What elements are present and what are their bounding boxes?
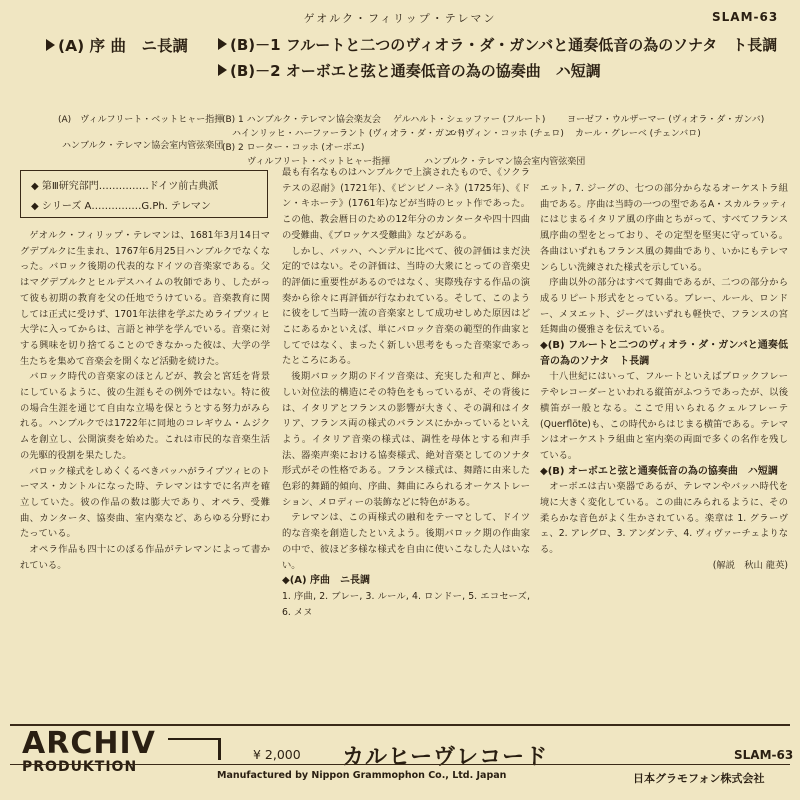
manufacturer-line: Manufactured by Nippon Grammophon Co., Ltd. Japan — [217, 770, 507, 781]
credit-b1-ensemble: (B) 1 ハンブルク・テレマン協会楽友会 — [222, 115, 381, 125]
credit-a-orchestra: ハンブルク・テレマン協会室内管弦楽団 — [62, 141, 224, 151]
credit-b1-gamba2: ハインリッヒ・ハーファーラント (ヴィオラ・ダ・ガンバ) — [232, 129, 465, 139]
paragraph: 十八世紀にはいって、フルートといえばブロックフレーテやレコーダーといわれる縦笛がふつうであったが、以後横笛が一般となる。ここで用いられるクェルフレーテ(Querflöte)も、この時代からはじまる横笛である。テレマンはオーケストラ組曲と室内楽の両面で多くの名作を残している。 — [540, 371, 788, 461]
archiv-logo-word: ARCHIV — [22, 726, 156, 761]
program-b1-title: (B)－1 フルートと二つのヴィオラ・ダ・ガンバと通奏低音の為のソナタ ト長調 — [218, 34, 777, 55]
paragraph: 後期バロック期のドイツ音楽は、充実した和声と、輝かしい対位法的構造にその特色をもっているが、その背後には、イタリアとフランスの影響が大きく、その調和はイタリア、フランス両の様式のバランスにかかっているといえよう。イタリア音楽の様式は、調性を母体とする和声手法、器楽声楽における協奏様式、絶対音楽としてのソナタ形式がその性格である。フランス様式は、舞踏に由来した色彩的舞踊的傾向、序曲、舞曲にみられるオーケストレーション、メロディーの装飾などに特色がある。 — [282, 371, 530, 508]
paragraph: 序曲以外の部分はすべて舞曲であるが、二つの部分から成るリピート形式をとっている。ブレー、ルール、ロンドー、メヌエット、ジーグはいずれも軽快で、フランスの宮廷舞曲の優雅さを伝えている。 — [540, 277, 788, 336]
credit-b1-cembalo: カール・グレーベ (チェンバロ) — [575, 129, 701, 139]
credit-b1-flute: ゲルハルト・シェッファー (フルート) — [393, 115, 546, 125]
paragraph: しかし、バッハ、ヘンデルに比べて、彼の評価はまだ決定的ではない。その評価は、当時の大衆にとっての音楽史的評価に重要性があるのではなく、実際残存する作品の演奏から徐々に再評価が行なわれている。そして、このように彼をして当時一流の音楽家として成功せしめた原因はどこにあるかといえば、単にバロック音楽の範型的作曲家としてではなく、まったく新しい思考をもった音楽家であったところにある。 — [282, 245, 530, 367]
credit-b2-conductor: ヴィルフリート・ベットヒャー指揮 — [247, 157, 391, 167]
company-name: 日本グラモフォン株式会社 — [633, 772, 765, 785]
column-left — [20, 228, 270, 716]
label-name: カルヒーヴレコード — [342, 745, 549, 770]
triangle-marker-icon — [46, 39, 55, 51]
triangle-marker-icon — [218, 64, 227, 76]
series-division: ◆ 第Ⅲ研究部門……………ドイツ前古典派 — [31, 181, 219, 192]
section-heading-a: ◆(A) 序曲 ニ長調 — [282, 575, 371, 587]
archiv-logo-subword: PRODUKTION — [22, 759, 138, 775]
paragraph: オーボエは古い楽器であるが、テレマンやバッハ時代を境に大きく変化している。この曲にみられるように、その柔らかな音色がよく生かされている。楽章は 1. グラーヴェ、2. アレグロ、3. アンダンテ、4. ヴィヴァーチェよりなる。 — [540, 481, 788, 556]
triangle-marker-icon — [218, 38, 227, 50]
composer-name: ゲオルク・フィリップ・テレマン — [303, 12, 497, 25]
section-heading-b2: ◆(B) オーボエと弦と通奏低音の為の協奏曲 ハ短調 — [540, 465, 778, 477]
footer-divider-bottom — [10, 764, 790, 765]
logo-bar — [218, 738, 221, 760]
catalog-number-top: SLAM-63 — [712, 10, 779, 24]
movement-list: 1. 序曲, 2. ブレー, 3. ルール, 4. ロンドー, 5. エコセーズ, 6. メヌ — [282, 590, 530, 618]
credit-b1-cello: エドヴィン・コッホ (チェロ) — [447, 129, 564, 139]
program-a-title: (A) 序 曲 ニ長調 — [46, 34, 188, 56]
annotator-signature: (解説 秋山 龍英) — [712, 559, 788, 571]
paragraph: オペラ作品も四十にのぼる作品がテレマンによって書かれている。 — [20, 544, 270, 571]
credit-a-conductor: (A) ヴィルフリート・ベットヒャー指揮 — [58, 115, 224, 125]
credit-b2-orchestra: ハンブルク・テレマン協会室内管弦楽団 — [424, 157, 586, 167]
series-box — [20, 170, 268, 218]
catalog-number-bottom: SLAM-63 — [734, 748, 794, 762]
paragraph: バロック様式をしめくくるべきバッハがライプツィヒのトーマス・カントルになった時、テレマンはすでに名声を確立していた。彼の作品の数は膨大であり、オペラ、受難曲、カンタータ、協奏曲、室内楽など、あらゆる分野にわたっている。 — [20, 465, 270, 540]
logo-rule — [168, 738, 220, 740]
paragraph: エット, 7. ジーグの、七つの部分からなるオーケストラ組曲である。序曲は当時の一つの型であるA・スカルラッティにはじまるイタリア風の序曲とちがって、すべてフランス風序曲の型をとっており、その定型を堅実に守っている。各曲はいずれもフランス風の舞曲であり、いかにもテレマンらしい洗練された様式を示している。 — [540, 183, 788, 273]
column-middle — [282, 165, 530, 716]
section-heading-b1: ◆(B) フルートと二つのヴィオラ・ダ・ガンバと通奏低音の為のソナタ ト長調 — [540, 340, 788, 367]
program-b2-title: (B)－2 オーボエと弦と通奏低音の為の協奏曲 ハ短調 — [218, 60, 601, 81]
credit-b2-oboe: (B) 2 ローター・コッホ (オーボエ) — [222, 143, 365, 153]
column-right — [540, 181, 788, 716]
paragraph: 最も有名なものはハンブルクで上演されたもので、《ソクラテスの忍耐》(1721年)、《ピンピノーネ》(1725年)、《ドン・キホーテ》(1761年)などが当時のヒット作であった。この他、教会暦日のための12年分のカンタータや四十四曲の受難曲、《ブロッケス受難曲》などがある。 — [282, 167, 530, 241]
paragraph: バロック時代の音楽家のほとんどが、教会と宮廷を背景にしているように、彼の生涯もその例外ではない。特に彼の場合生涯を通じて自由な立場を保とうとする努力がみられる。ハンブルクでは1722年に同地のコレギウム・ムジクムを創立し、公開演奏を始めた。これは市民的な音楽生活の先駆的役割を果たした。 — [20, 371, 270, 461]
price: ¥ 2,000 — [253, 747, 301, 762]
credit-b1-gamba1: ヨーゼフ・ウルザーマー (ヴィオラ・ダ・ガンバ) — [567, 115, 765, 125]
paragraph: テレマンは、この両様式の融和をテーマとして、ドイツ的な音楽を創造したといえよう。後期バロック期の作曲家の中で、彼ほど多様な様式を自由に使いこなした人はいない。 — [282, 512, 530, 571]
archiv-logo — [22, 728, 156, 774]
series-composer: ◆ シリーズ A……………G.Ph. テレマン — [31, 201, 211, 212]
paragraph: ゲオルク・フィリップ・テレマンは、1681年3月14日マグデブルクに生まれ、1767年6月25日ハンブルクでなくなった。バロック後期の代表的なドイツの音楽家である。父はマグデブルクとヒルデスハイムの牧師であり、したがって彼も初期の教育を父の任地でうけている。音楽教育に関しては正式に受けず、1701年法律を学ぶためライプツィヒ大学に入ってからは、言語と神学を学んでいる。音楽に対する興味を切り捨てることのできなかった彼は、大学の学生たちを集めて音楽会を開くなど活動を続けた。 — [20, 230, 270, 367]
